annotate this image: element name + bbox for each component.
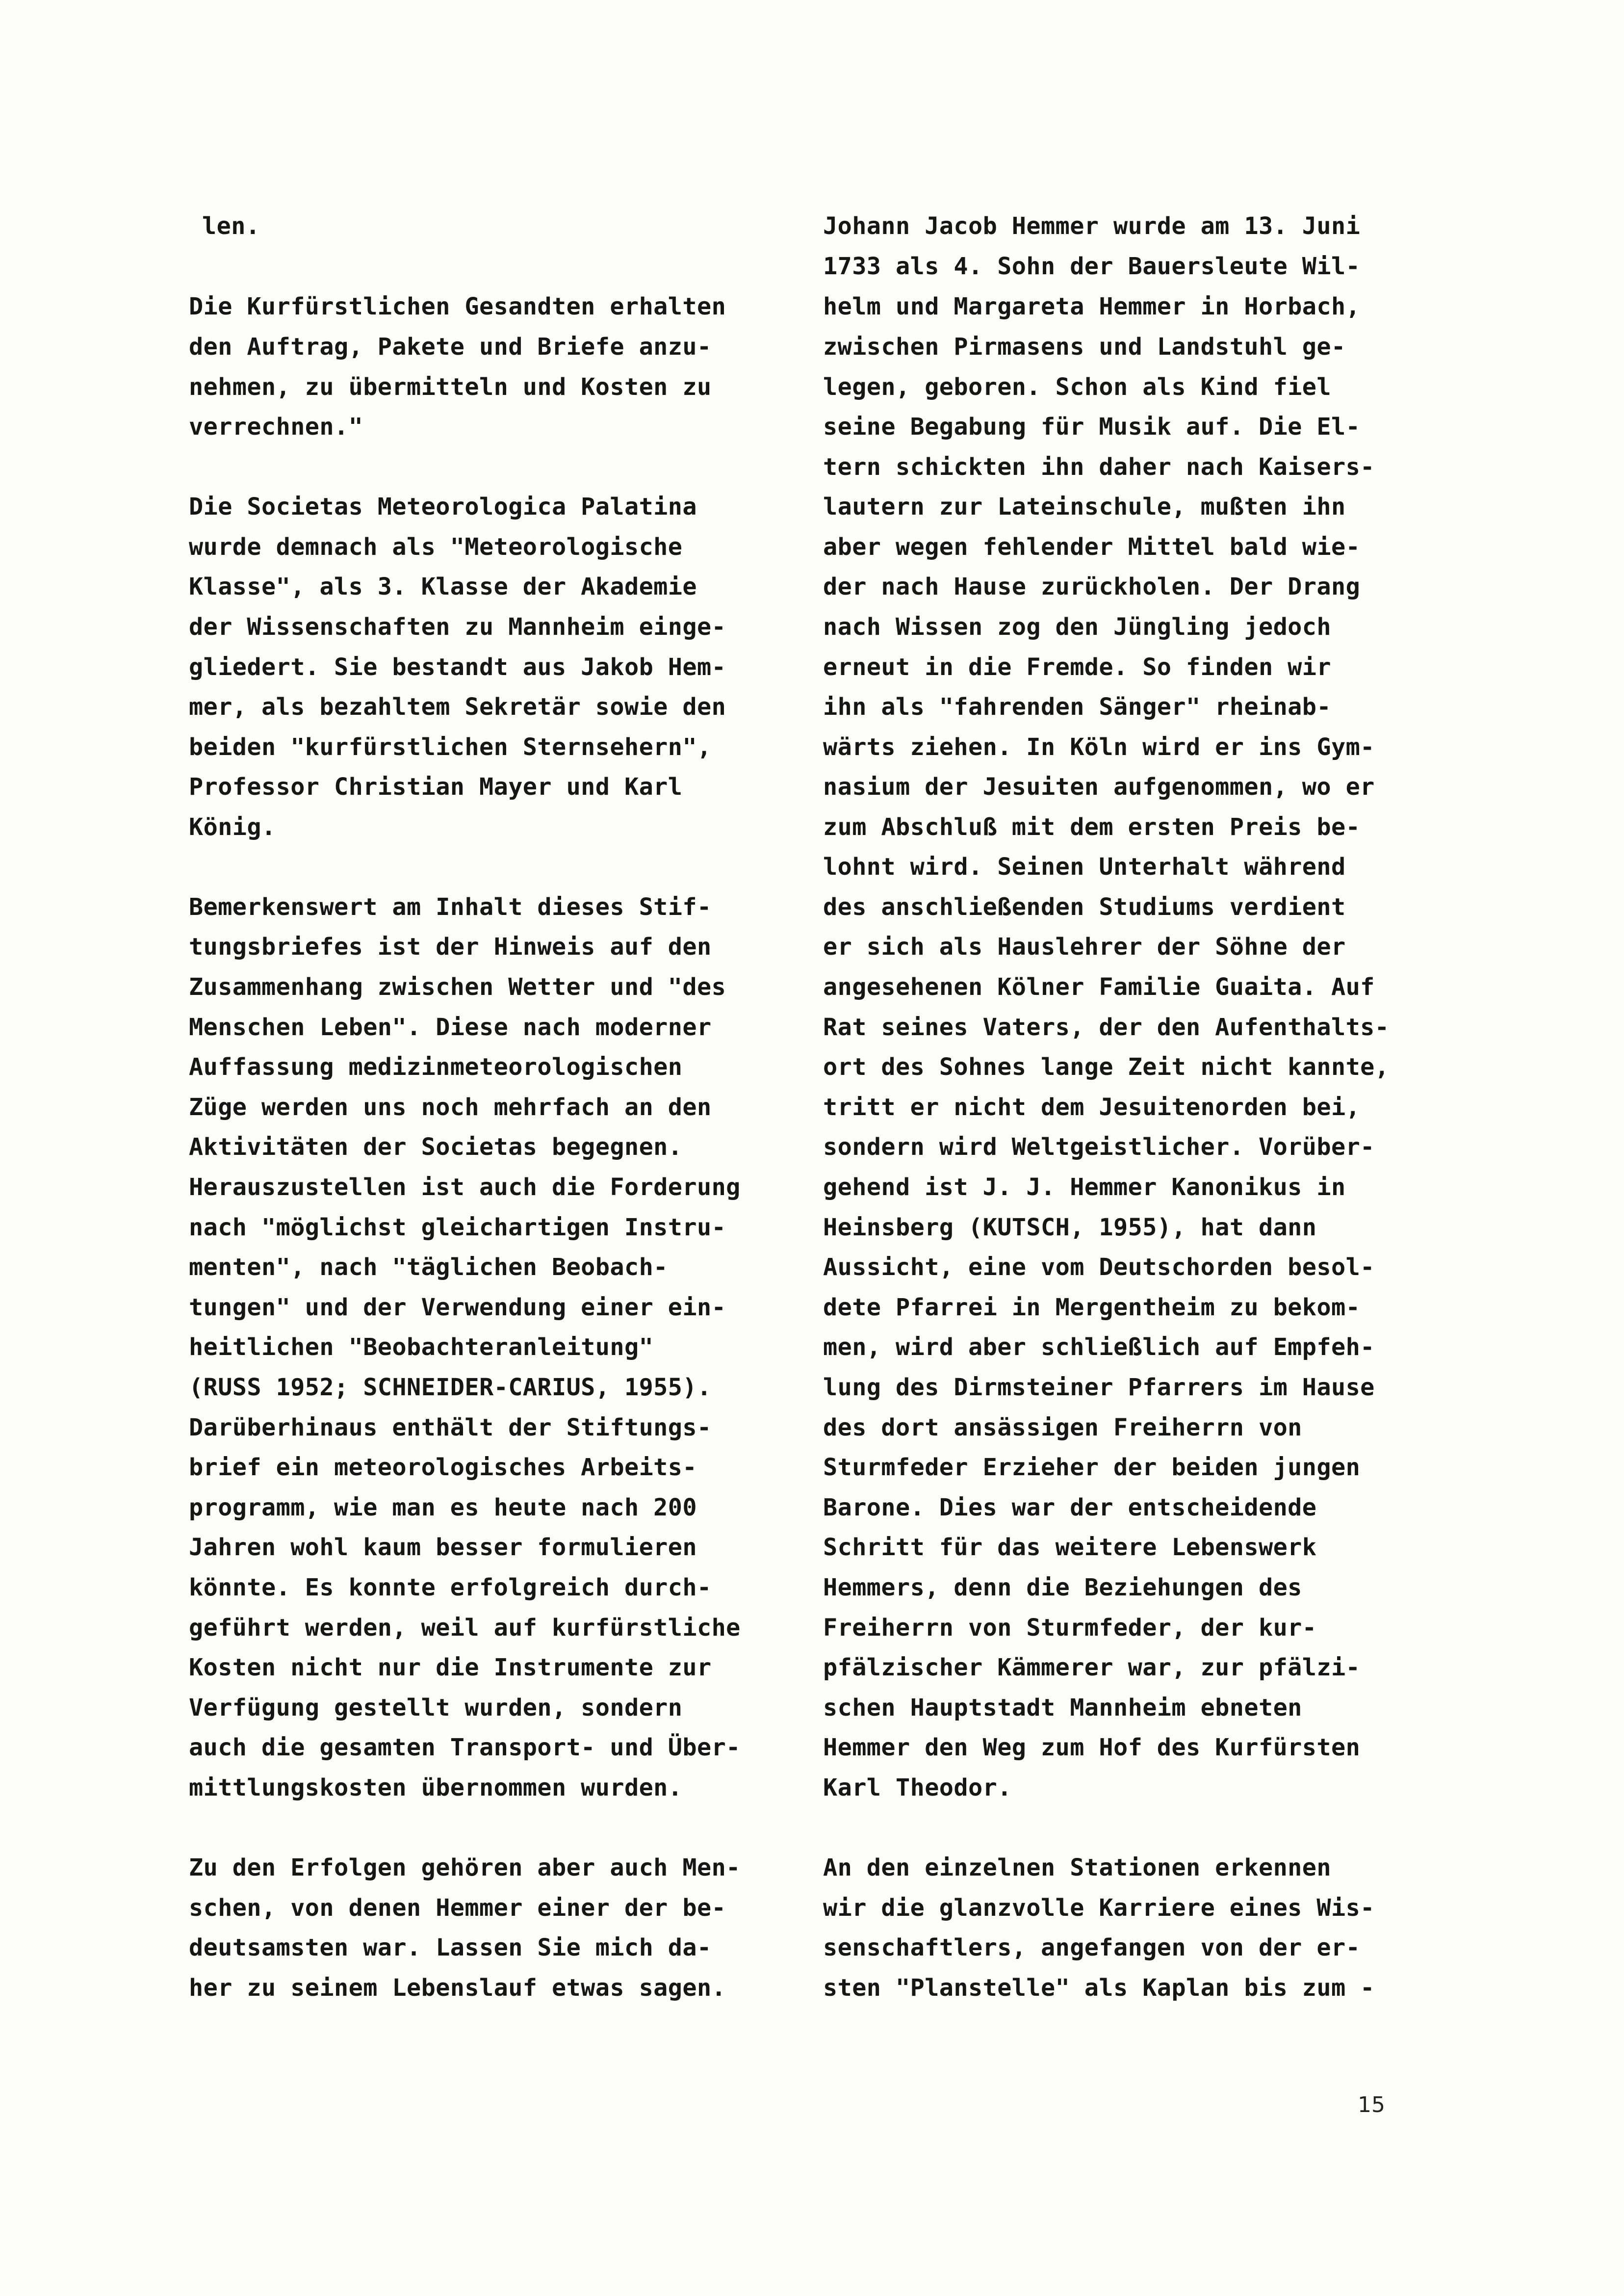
text-line: Herauszustellen ist auch die Forderung — [189, 1174, 741, 1201]
text-line: men, wird aber schließlich auf Empfeh- — [823, 1333, 1375, 1361]
text-line: schen Hauptstadt Mannheim ebneten — [823, 1694, 1302, 1722]
text-line: geführt werden, weil auf kurfürstliche — [189, 1614, 741, 1642]
text-line: er sich als Hauslehrer der Söhne der — [823, 933, 1346, 961]
text-line: Bemerkenswert am Inhalt dieses Stif- — [189, 893, 712, 921]
text-line: Aussicht, eine vom Deutschorden besol- — [823, 1253, 1375, 1281]
text-line: erneut in die Fremde. So finden wir — [823, 653, 1331, 681]
text-line: (RUSS 1952; SCHNEIDER-CARIUS, 1955). — [189, 1374, 712, 1401]
text-line: könnte. Es konnte erfolgreich durch- — [189, 1574, 712, 1601]
text-line: verrechnen." — [189, 413, 363, 441]
text-line: Darüberhinaus enthält der Stiftungs- — [189, 1414, 712, 1441]
text-line: Rat seines Vaters, der den Aufenthalts- — [823, 1014, 1390, 1041]
text-line: legen, geboren. Schon als Kind fiel — [823, 373, 1331, 401]
text-line: menten", nach "täglichen Beobach- — [189, 1253, 668, 1281]
text-line: nehmen, zu übermitteln und Kosten zu — [189, 373, 712, 401]
text-line: len. — [202, 212, 260, 240]
text-line: senschaftlers, angefangen von der er- — [823, 1934, 1361, 1961]
text-line: Verfügung gestellt wurden, sondern — [189, 1694, 683, 1722]
text-line: 1733 als 4. Sohn der Bauersleute Wil- — [823, 253, 1361, 280]
text-line: An den einzelnen Stationen erkennen — [823, 1854, 1331, 1881]
text-line: zum Abschluß mit dem ersten Preis be- — [823, 813, 1361, 841]
text-line: den Auftrag, Pakete und Briefe anzu- — [189, 333, 712, 361]
text-line: her zu seinem Lebenslauf etwas sagen. — [189, 1974, 726, 2002]
text-line: mittlungskosten übernommen wurden. — [189, 1774, 683, 1801]
text-line: Hemmers, denn die Beziehungen des — [823, 1574, 1302, 1601]
text-line: brief ein meteorologisches Arbeits- — [189, 1454, 697, 1481]
text-line: nasium der Jesuiten aufgenommen, wo er — [823, 773, 1375, 801]
text-line: Kosten nicht nur die Instrumente zur — [189, 1654, 712, 1681]
text-line: ihn als "fahrenden Sänger" rheinab- — [823, 693, 1331, 721]
text-line: tungen" und der Verwendung einer ein- — [189, 1294, 726, 1321]
text-line: Professor Christian Mayer und Karl — [189, 773, 683, 801]
text-line: mer, als bezahltem Sekretär sowie den — [189, 693, 726, 721]
text-line: der nach Hause zurückholen. Der Drang — [823, 573, 1361, 600]
text-line: Karl Theodor. — [823, 1774, 1012, 1801]
text-line: Züge werden uns noch mehrfach an den — [189, 1094, 712, 1121]
text-line: Jahren wohl kaum besser formulieren — [189, 1534, 697, 1561]
text-line: aber wegen fehlender Mittel bald wie- — [823, 533, 1361, 561]
text-line: zwischen Pirmasens und Landstuhl ge- — [823, 333, 1346, 361]
text-line: tritt er nicht dem Jesuitenorden bei, — [823, 1094, 1361, 1121]
text-line: sondern wird Weltgeistlicher. Vorüber- — [823, 1133, 1375, 1161]
text-line: lung des Dirmsteiner Pfarrers im Hause — [823, 1374, 1375, 1401]
text-line: des anschließenden Studiums verdient — [823, 893, 1346, 921]
text-line: helm und Margareta Hemmer in Horbach, — [823, 293, 1361, 320]
text-line: Sturmfeder Erzieher der beiden jungen — [823, 1454, 1361, 1481]
text-line: Zu den Erfolgen gehören aber auch Men- — [189, 1854, 741, 1881]
text-line: des dort ansässigen Freiherrn von — [823, 1414, 1302, 1441]
text-line: Die Societas Meteorologica Palatina — [189, 493, 697, 521]
text-line: seine Begabung für Musik auf. Die El- — [823, 413, 1361, 441]
text-line: Heinsberg (KUTSCH, 1955), hat dann — [823, 1214, 1317, 1241]
text-line: Menschen Leben". Diese nach moderner — [189, 1014, 712, 1041]
text-line: wir die glanzvolle Karriere eines Wis- — [823, 1894, 1375, 1922]
text-line: Hemmer den Weg zum Hof des Kurfürsten — [823, 1734, 1361, 1761]
text-line: König. — [189, 813, 276, 841]
page-number: 15 — [1358, 2092, 1385, 2117]
text-line: dete Pfarrei in Mergentheim zu bekom- — [823, 1294, 1361, 1321]
text-line: sten "Planstelle" als Kaplan bis zum - — [823, 1974, 1375, 2002]
text-line: auch die gesamten Transport- und Über- — [189, 1734, 741, 1761]
text-line: gliedert. Sie bestandt aus Jakob Hem- — [189, 653, 726, 681]
text-line: deutsamsten war. Lassen Sie mich da- — [189, 1934, 712, 1961]
text-line: ort des Sohnes lange Zeit nicht kannte, — [823, 1053, 1390, 1081]
text-line: tern schickten ihn daher nach Kaisers- — [823, 453, 1375, 481]
text-line: wärts ziehen. In Köln wird er ins Gym- — [823, 733, 1375, 761]
text-line: Die Kurfürstlichen Gesandten erhalten — [189, 293, 726, 320]
text-line: tungsbriefes ist der Hinweis auf den — [189, 933, 712, 961]
text-line: beiden "kurfürstlichen Sternsehern", — [189, 733, 712, 761]
text-line: Klasse", als 3. Klasse der Akademie — [189, 573, 697, 600]
text-line: gehend ist J. J. Hemmer Kanonikus in — [823, 1174, 1346, 1201]
text-line: Freiherrn von Sturmfeder, der kur- — [823, 1614, 1317, 1642]
text-line: der Wissenschaften zu Mannheim einge- — [189, 613, 726, 641]
text-line: lohnt wird. Seinen Unterhalt während — [823, 853, 1346, 881]
text-line: nach Wissen zog den Jüngling jedoch — [823, 613, 1331, 641]
text-line: wurde demnach als "Meteorologische — [189, 533, 683, 561]
text-line: lautern zur Lateinschule, mußten ihn — [823, 493, 1346, 521]
text-line: programm, wie man es heute nach 200 — [189, 1494, 697, 1521]
text-line: pfälzischer Kämmerer war, zur pfälzi- — [823, 1654, 1361, 1681]
text-line: heitlichen "Beobachteranleitung" — [189, 1333, 654, 1361]
text-line: Aktivitäten der Societas begegnen. — [189, 1133, 683, 1161]
text-line: Barone. Dies war der entscheidende — [823, 1494, 1317, 1521]
text-line: Johann Jacob Hemmer wurde am 13. Juni — [823, 212, 1361, 240]
text-line: nach "möglichst gleichartigen Instru- — [189, 1214, 726, 1241]
text-line: angesehenen Kölner Familie Guaita. Auf — [823, 973, 1375, 1001]
text-line: Schritt für das weitere Lebenswerk — [823, 1534, 1317, 1561]
text-line: schen, von denen Hemmer einer der be- — [189, 1894, 726, 1922]
text-line: Auffassung medizinmeteorologischen — [189, 1053, 683, 1081]
text-line: Zusammenhang zwischen Wetter und "des — [189, 973, 726, 1001]
